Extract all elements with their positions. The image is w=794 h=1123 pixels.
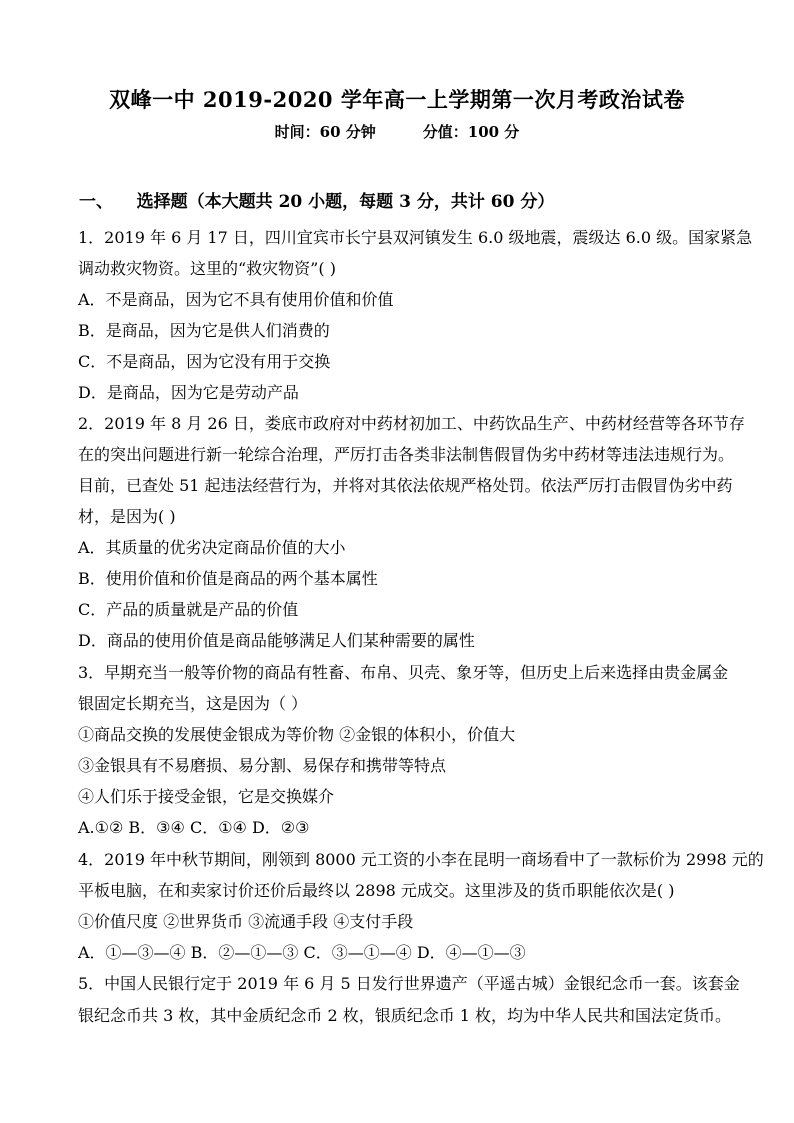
exam-title: 双峰一中 2019-2020 学年高一上学期第一次月考政治试卷 [109,87,685,112]
section-heading: 一、 选择题（本大题共 20 小题，每题 3 分，共计 60 分） [79,192,555,212]
question-2-option-b: B．使用价值和价值是商品的两个基本属性 [78,569,378,588]
question-4-statement-line: ①价值尺度 ②世界货币 ③流通手段 ④支付手段 [78,912,414,931]
question-2-option-d: D．商品的使用价值是商品能够满足人们某种需要的属性 [78,631,475,650]
question-2-stem-line-2: 在的突出问题进行新一轮综合治理，严厉打击各类非法制售假冒伪劣中药材等违法违规行为。 [78,445,735,464]
question-1-option-c: C．不是商品，因为它没有用于交换 [78,352,331,371]
question-2-option-c: C．产品的质量就是产品的价值 [78,600,299,619]
question-3-statement-line-2: ③金银具有不易磨损、易分割、易保存和携带等特点 [78,756,447,775]
question-4-stem-line-1: 4．2019 年中秋节期间，刚领到 8000 元工资的小李在昆明一商场看中了一款标价为 2998 元的 [78,850,764,869]
question-5-stem-line-1: 5．中国人民银行定于 2019 年 6 月 5 日发行世界遗产（平遥古城）金银纪念币一套。该套金 [78,974,740,993]
question-4-stem-line-2: 平板电脑，在和卖家讨价还价后最终以 2898 元成交。这里涉及的货币职能依次是( ) [78,881,675,900]
question-3-stem-line-1: 3．早期充当一般等价物的商品有牲畜、布帛、贝壳、象牙等，但历史上后来选择由贵金属金 [78,663,729,682]
question-3-statement-line-1: ①商品交换的发展使金银成为等价物 ②金银的体积小，价值大 [78,725,516,744]
question-4-answer-options: A．①—③—④ B．②—①—③ C．③—①—④ D．④—①—③ [78,943,526,962]
exam-time-and-score: 时间：60 分钟 分值：100 分 [274,123,520,141]
question-2-option-a: A．其质量的优劣决定商品价值的大小 [78,538,346,557]
question-3-stem-line-2: 银固定长期充当，这是因为（ ） [78,694,308,713]
question-1-option-b: B．是商品，因为它是供人们消费的 [78,321,330,340]
question-1-option-a: A．不是商品，因为它不具有使用价值和价值 [78,290,394,309]
question-2-stem-line-4: 材，是因为( ) [78,507,176,526]
question-2-stem-line-1: 2．2019 年 8 月 26 日，娄底市政府对中药材初加工、中药饮品生产、中药材经营等各环节存 [78,414,745,433]
question-3-statement-line-3: ④人们乐于接受金银，它是交换媒介 [78,787,335,806]
question-1-stem-line-1: 1．2019 年 6 月 17 日，四川宜宾市长宁县双河镇发生 6.0 级地震，震级达 6.0 级。国家紧急 [78,228,753,247]
question-2-stem-line-3: 目前，已查处 51 起违法经营行为，并将对其依法依规严格处罚。依法严厉打击假冒伪劣中药 [78,476,733,495]
question-3-answer-options: A.①② B．③④ C．①④ D．②③ [78,818,310,837]
question-5-stem-line-2: 银纪念币共 3 枚，其中金质纪念币 2 枚，银质纪念币 1 枚，均为中华人民共和国法定货币。 [78,1006,732,1025]
question-1-option-d: D．是商品，因为它是劳动产品 [78,383,299,402]
question-1-stem-line-2: 调动救灾物资。这里的“救灾物资”( ) [78,259,336,278]
